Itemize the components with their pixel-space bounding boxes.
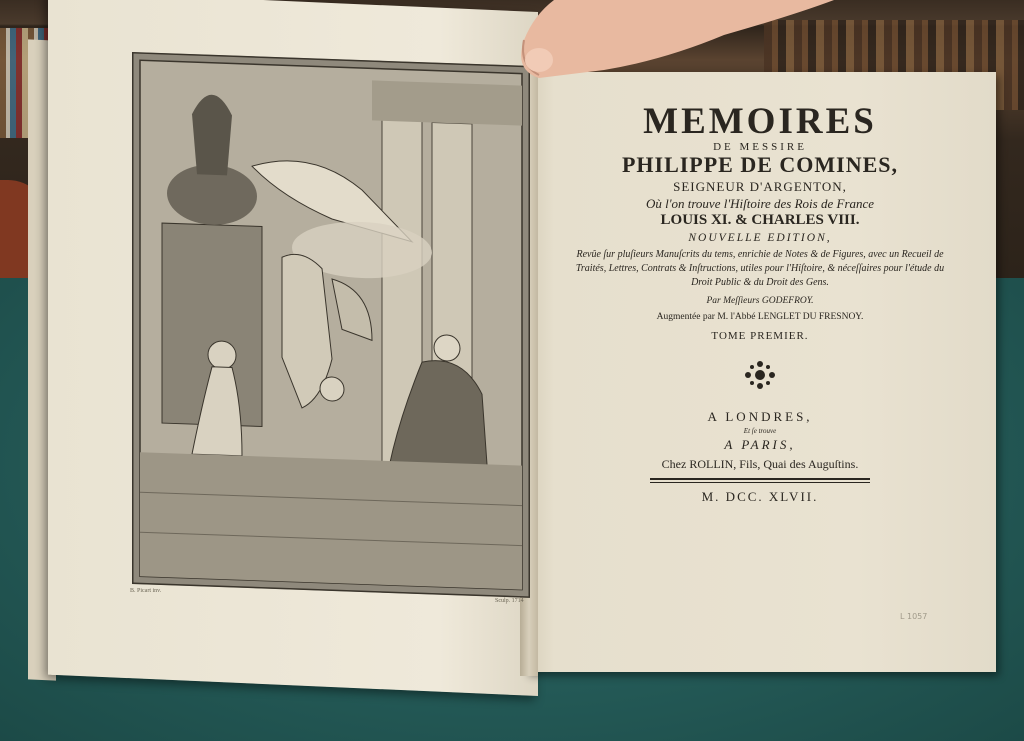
title-page (540, 96, 980, 505)
author-title: SEIGNEUR D'ARGENTON, (673, 179, 847, 194)
rule-thin (650, 482, 870, 483)
kings-line: LOUIS XI. & CHARLES VIII. (660, 212, 860, 228)
book-title: MEMOIRES (643, 101, 877, 142)
edition-line: NOUVELLE EDITION, (688, 232, 832, 244)
frontispiece-engraving (132, 52, 530, 598)
de-messire: DE MESSIRE (713, 141, 807, 153)
rule-thick (650, 478, 870, 480)
volume-line: TOME PREMIER. (711, 330, 809, 342)
publisher-line: Chez ROLLIN, Fils, Quai des Auguſtins. (661, 457, 859, 471)
place-paris: A PARIS, (724, 437, 796, 452)
pencil-annotation: L 1057 (900, 612, 928, 621)
subtitle-line: Où l'on trouve l'Hiſtoire des Rois de France (645, 196, 875, 211)
augmented-line: Augmentée par M. l'Abbé LENGLET DU FRESNOY. (656, 312, 864, 322)
hand (494, 0, 834, 80)
engraving-artist-left: B. Picart inv. (130, 588, 162, 594)
fleuron-ornament-icon (743, 360, 777, 390)
author-name: PHILIPPE DE COMINES, (621, 152, 899, 177)
editors-line: Par Meſſieurs GODEFROY. (706, 296, 814, 306)
place-london: A LONDRES, (707, 409, 813, 424)
publication-year: M. DCC. XLVII. (701, 489, 819, 504)
engraving-artist-right: Sculp. 1714 (495, 598, 524, 604)
place-connector: Et ſe trouve (743, 427, 777, 435)
description-paragraph: Revûe ſur pluſieurs Manuſcrits du tems, enrichie de Notes & de Figures, avec un Recueil de Traités, Lettres, Contrats & Inſtructions, utiles pour l'Hiſtoire, & néceſſaires pour l'étude du Droit Public & du Droit des Gens. (575, 249, 945, 288)
